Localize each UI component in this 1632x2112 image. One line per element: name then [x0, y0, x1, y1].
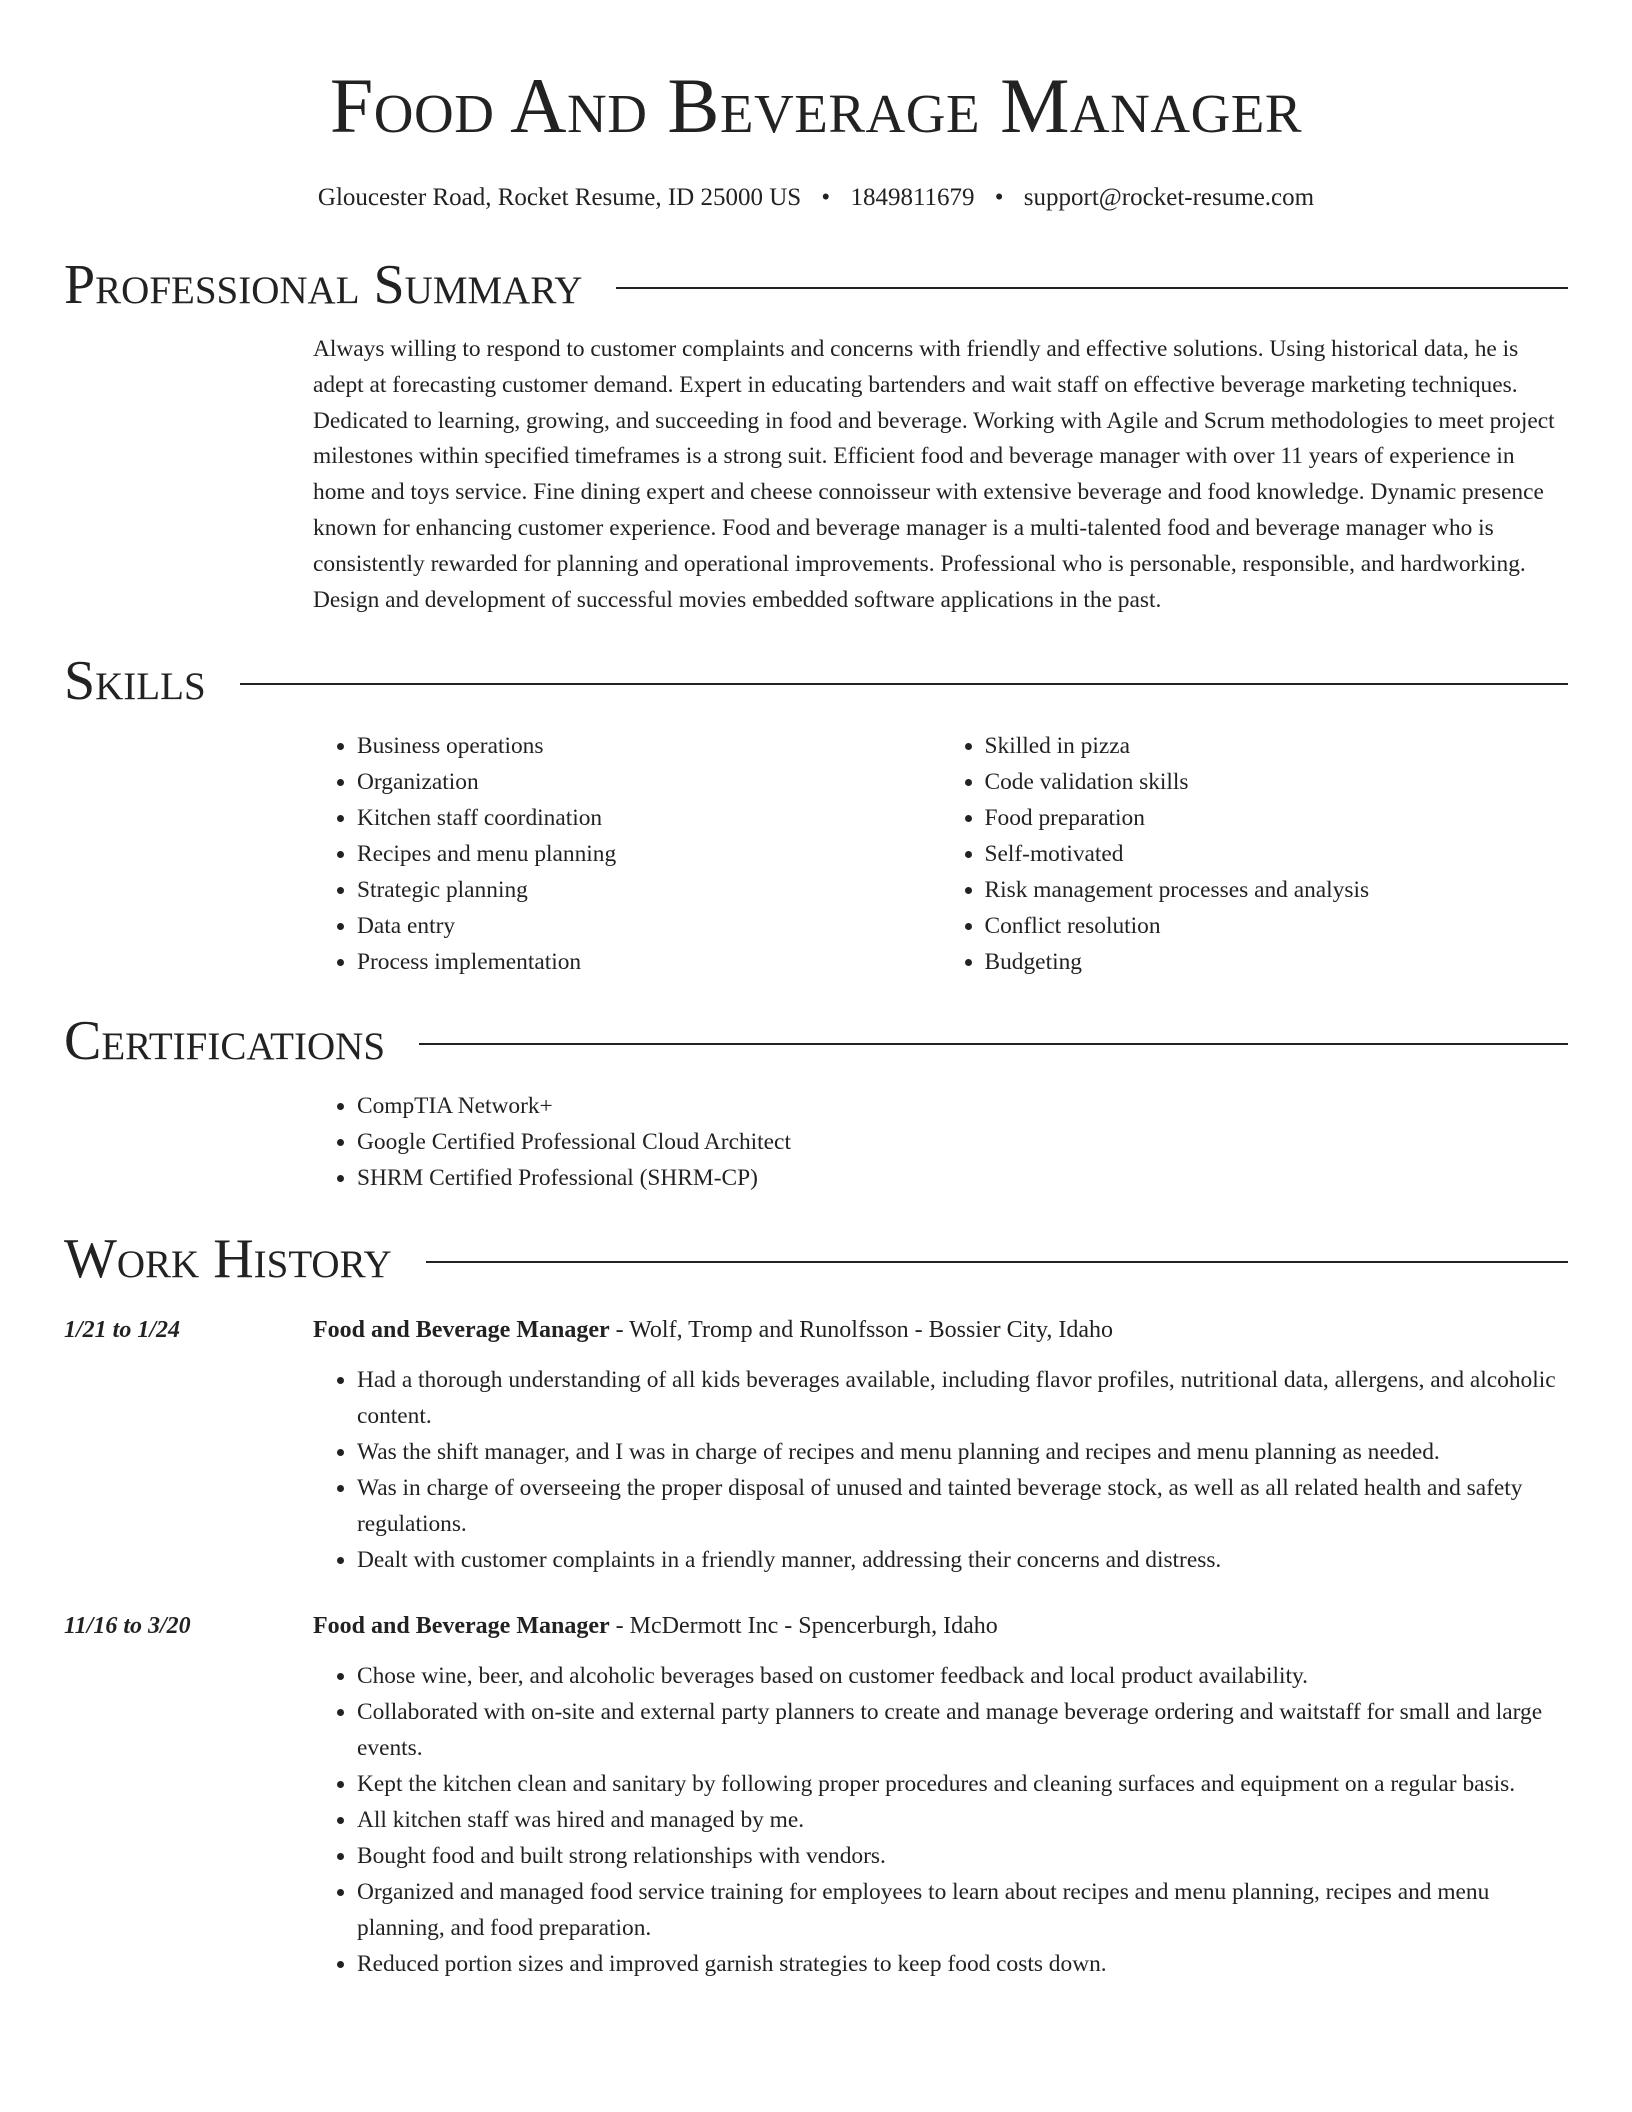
section-divider [426, 1261, 1568, 1263]
summary-text: Always willing to respond to customer complaints and concerns with friendly and effective solutions. Using historical data, he is adept at forecasting customer demand. Expert in educating bartenders and wait staff on effective beverage marketing techniques. Dedicated to learning, growing, and succeeding in food and beverage. Working with Agile and Scrum methodologies to meet project milestones within specified timeframes is a strong suit. Efficient food and beverage manager with over 11 years of experience in home and toys service. Fine dining expert and cheese connoisseur with extensive beverage and food knowledge. Dynamic presence known for enhancing customer experience. Food and beverage manager is a multi-talented food and beverage manager who is consistently rewarded for planning and operational improvements. Professional who is personable, responsible, and hardworking. Design and development of successful movies embedded software applications in the past. [313, 336, 1555, 613]
job-bullet: • Had a thorough understanding of all kids beverages available, including flavor profiles, nutritional data, allergens, and alcoholic content. [357, 1362, 1568, 1434]
section-divider [240, 683, 1568, 685]
job-bullet: • Was in charge of overseeing the proper disposal of unused and tainted beverage stock, as well as all related health and safety regulations. [357, 1470, 1568, 1542]
job-bullet: • Chose wine, beer, and alcoholic beverages based on customer feedback and local product availability. [357, 1658, 1568, 1694]
contact-phone: 1849811679 [850, 184, 975, 211]
document-title: Food And Beverage Manager [329, 62, 1303, 149]
contact-email: support@rocket-resume.com [1023, 184, 1315, 211]
skill-item: • Organization [357, 764, 941, 800]
job-bullet: • Bought food and built strong relationships with vendors. [357, 1838, 1568, 1874]
skills-section-header [64, 648, 1568, 714]
contact-separator: • [821, 184, 831, 211]
skill-item: • Conflict resolution [985, 908, 1569, 944]
contact-line [64, 182, 1568, 214]
job-bullet: • Organized and managed food service training for employees to learn about recipes and menu planning, recipes and menu planning, and food preparation. [357, 1874, 1568, 1946]
summary-section-header [64, 252, 1568, 318]
job-bullet: • Dealt with customer complaints in a friendly manner, addressing their concerns and distress. [357, 1542, 1568, 1578]
skills-list-right [941, 728, 1569, 980]
job-bullet: • Kept the kitchen clean and sanitary by following proper procedures and cleaning surfaces and equipment on a regular basis. [357, 1766, 1568, 1802]
certifications-section [313, 1088, 1568, 1196]
job-heading [313, 1608, 1568, 1644]
job-details [313, 1608, 1568, 1982]
job-heading [313, 1312, 1568, 1348]
skill-item: • Code validation skills [985, 764, 1569, 800]
skill-item: • Food preparation [985, 800, 1569, 836]
skill-item: • Process implementation [357, 944, 941, 980]
certifications-section-header [64, 1008, 1568, 1074]
skill-item: • Budgeting [985, 944, 1569, 980]
work-history-heading: Work History [64, 1228, 392, 1291]
job-dates: 11/16 to 3/20 [64, 1613, 191, 1640]
summary-heading: Professional Summary [64, 254, 583, 316]
section-divider [616, 287, 1568, 289]
skill-item: • Kitchen staff coordination [357, 800, 941, 836]
job-employer: - Wolf, Tromp and Runolfsson - Bossier City, Idaho [609, 1317, 1114, 1344]
job-bullets [313, 1658, 1568, 1982]
certifications-heading: Certifications [64, 1010, 386, 1073]
job-title: Food and Beverage Manager [313, 1613, 610, 1640]
job-bullets [313, 1362, 1568, 1578]
certification-item: • Google Certified Professional Cloud Architect [357, 1124, 1568, 1160]
job-title: Food and Beverage Manager [313, 1317, 610, 1344]
skills-section [313, 728, 1568, 980]
job-bullet: • Was the shift manager, and I was in charge of recipes and menu planning and recipes and menu planning as needed. [357, 1434, 1568, 1470]
job-bullet: • All kitchen staff was hired and managed by me. [357, 1802, 1568, 1838]
job-dates: 1/21 to 1/24 [64, 1317, 181, 1344]
certification-item: • CompTIA Network+ [357, 1088, 1568, 1124]
skill-item: • Skilled in pizza [985, 728, 1569, 764]
skill-item: • Business operations [357, 728, 941, 764]
work-history-section-header [64, 1226, 1568, 1292]
job-entry [64, 1608, 1568, 1982]
skill-item: • Strategic planning [357, 872, 941, 908]
summary-section [313, 332, 1568, 618]
skill-item: • Risk management processes and analysis [985, 872, 1569, 908]
job-bullet: • Collaborated with on-site and external party planners to create and manage beverage ordering and waitstaff for small and large events. [357, 1694, 1568, 1766]
certifications-list [313, 1088, 1568, 1196]
skills-list-left [313, 728, 941, 980]
skill-item: • Data entry [357, 908, 941, 944]
job-bullet: • Reduced portion sizes and improved garnish strategies to keep food costs down. [357, 1946, 1568, 1982]
contact-separator: • [994, 184, 1004, 211]
contact-address: Gloucester Road, Rocket Resume, ID 25000 US [317, 184, 802, 211]
skill-item: • Recipes and menu planning [357, 836, 941, 872]
skills-grid [313, 728, 1568, 980]
section-divider [419, 1043, 1568, 1045]
job-details [313, 1312, 1568, 1578]
job-entry [64, 1312, 1568, 1578]
job-employer: - McDermott Inc - Spencerburgh, Idaho [609, 1613, 998, 1640]
certification-item: • SHRM Certified Professional (SHRM-CP) [357, 1160, 1568, 1196]
skill-item: • Self-motivated [985, 836, 1569, 872]
skills-heading: Skills [64, 650, 206, 713]
